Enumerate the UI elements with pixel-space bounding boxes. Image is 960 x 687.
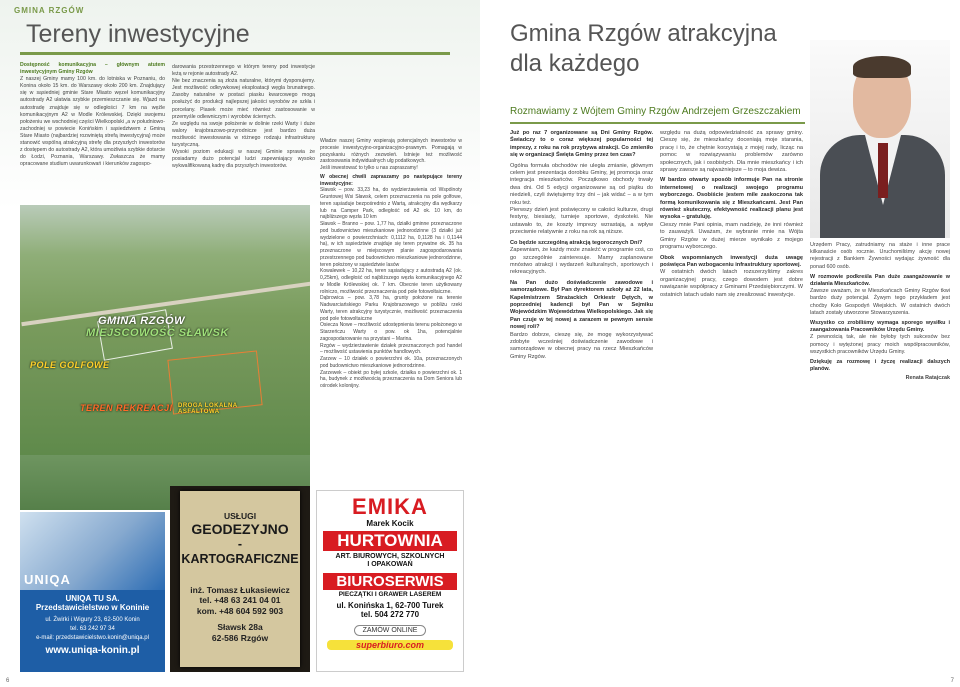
column-1-text: Z naszej Gminy mamy 100 km. do lotniska w Poznaniu, do Konina około 15 km. do Warszawy około 200 km. Znajdujący się w sąsiedniej gminie Stare Miasto węzeł komunikacyjny autostrady A2 ułatwia szybkie przemieszczanie się. Wjazd na autostradę znajduje się w odległości 7 km na węźle komunikacyjnym A2 w Modle Królewskiej. Dzięki swojemu położeniu we wschodniej części Wielkopolski „a w południowo-zachodniej w powiecie Konińskim i sąsiedztwem z Gminą Stare Miasto (najbardziej rozwiniętą strefą inwestycyjną) może stanowić wspólną atrakcyjną strefę dla przyszłych inwestorów z dostępem do autostrady A2, która umożliwia szybkie dotarcie do Łodzi, Poznania, Warszawy. Zwłaszcza że mamy opracowane studium uwarunkowań i kierunków zagospo- bbox=[20, 76, 165, 168]
answer-1: Ogólna formuła obchodów nie uległa zmianie, głównym celem jest prezentacja dorobku Gminy, jej promocja oraz integracja mieszkańców. Początkowo obchody trwały dwa dni. Od 5 edycji organizowane są od piątku do niedzieli, czyli świętujemy trzy dni – jak widać – a w tym roku też. bbox=[510, 162, 653, 206]
portrait-tie bbox=[878, 143, 888, 198]
column-3-p1: Władze naszej Gminy wspierają potencjalnych inwestorów w procesie inwestycyjno-organizacyjno-prawnym. Pomagają w pozyskaniu różnych zezwoleń. Istnieje też możliwość zastosowania indywidualnych ulg podatkowych. bbox=[320, 138, 462, 165]
uniqa-branch: Przedstawicielstwo w Koninie bbox=[35, 603, 150, 612]
plot-dabrowica: Dąbrowica – pow. 3,78 ha, grunty położone na terenie Nadwarciańskiego Parku Krajobrazowego w pobliżu rzeki Warty, teren atrakcyjny turystycznie, możliwość przeznaczenia pod pole fotowoltaiczne bbox=[320, 295, 462, 322]
question-4: W bardzo otwarty sposób informuje Pan na stronie internetowej o realizacji swojego programu wyborczego. Osobiście jestem mile zaskoczona tak formą komunikowania się z Mieszkańcami. Jest Pan również skuteczny, efektywność realizacji planu jest wysoka – gratuluję. bbox=[660, 177, 803, 221]
portrait-hair bbox=[853, 56, 911, 78]
photo-label-teren: TEREN REKREACJI bbox=[80, 403, 173, 413]
right-page bbox=[480, 0, 960, 687]
mayor-portrait bbox=[810, 40, 950, 238]
interview-subtitle: Rozmawiamy z Wójtem Gminy Rzgów Andrzejem Grzeszczakiem bbox=[510, 106, 801, 117]
title-rule bbox=[510, 122, 805, 124]
geodesy-mobile: kom. +48 604 592 903 bbox=[196, 605, 284, 616]
plot-zarzewek: Zarzewek – obiekt po byłej szkole, działka o powierzchni ok. 1 ha, budynek z możliwością przeznaczenia na Dom Seniora lub ośrodek kolonijny. bbox=[320, 369, 462, 389]
photo-label-gmina: GMINA RZGÓW bbox=[98, 315, 185, 327]
uniqa-company: UNIQA TU SA. bbox=[65, 594, 120, 603]
aerial-photo bbox=[20, 205, 310, 455]
emika-owner: Marek Kocik bbox=[366, 519, 414, 528]
photo-label-slawsk: MIEJSCOWOŚĆ SŁAWSK bbox=[86, 327, 229, 339]
page-number-right: 7 bbox=[950, 678, 954, 684]
question-7: Wszystko co zrobiliśmy wymaga sporego wysiłku i zaangażowania Pracowników Urzędu Gminy. bbox=[810, 320, 950, 334]
column-2-p4: Wysoki poziom edukacji w naszej Gminie sprawia że posiadamy dużo potencjał ludzi zapewniający wysoko wykwalifikowaną kadrę dla przyszłych inwestorów. bbox=[172, 149, 315, 170]
column-3-heading: W obecnej chwili zapraszamy po następujące tereny inwestycyjne: bbox=[320, 173, 462, 187]
geodesy-address-2: 62-586 Rzgów bbox=[211, 632, 269, 643]
plot-slawsk: Sławsk – pow. 33,23 ha, do wydzierżawienia od Wspólnoty Gruntowej Wsi Sławsk, celem przeznaczenia na pole golfowe, teren sąsiaduje bezpośrednio z Wartą, atrakcyjny dla wędkarzy lub na Camper Park, odległość od A2 ok. 10 km, do najbliższego węzła 10 km bbox=[320, 187, 462, 221]
uniqa-ad[interactable] bbox=[20, 512, 165, 672]
question-6: W rozmowie podkreśla Pan duże zaangażowanie w działania Mieszkańców. bbox=[810, 273, 950, 288]
gmina-logo-text: GMINA RZGÓW bbox=[14, 6, 85, 15]
answer-2: Zapewniam, że każdy może znaleźć w programie coś, co go szczególnie zainteresuje. Mamy zaplanowane mnóstwo atrakcji i wydarzeń kulturalnych, sportowych i rekreacyjnych. bbox=[510, 247, 653, 276]
column-1 bbox=[20, 62, 165, 168]
interview-column-3 bbox=[810, 242, 950, 383]
interview-column-2 bbox=[660, 130, 803, 299]
plot-rzgow: Rzgów – wydzierżawienie działek przeznaczonych pod handel – możliwość ustawienia punktów handlowych. bbox=[320, 342, 462, 356]
column-2 bbox=[172, 64, 315, 170]
plot-kowalewek: Kowalewek – 10,22 ha, teren sąsiadujący z autostradą A2 (ok. 0,25km), odległość od najbliższego węzła komunikacyjnego A2 w Modle Królewskiej ok. 7 km. Obecnie teren użytkowany rolniczo, możliwość przeznaczenia pod pole fotowoltaiczne. bbox=[320, 268, 462, 295]
question-1: Już po raz 7 organizowane są Dni Gminy Rzgów. Świadczy to o coraz większej popularności tej imprezy, z roku na rok przybywa atrakcji. Co zmieniło się w organizacji Święta Gminy przez ten czas? bbox=[510, 130, 653, 159]
column-1-heading: Dostępność komunikacyjna – głównym atutem inwestycyjnym Gminy Rzgów bbox=[20, 62, 165, 76]
emika-ad[interactable] bbox=[316, 490, 464, 672]
page-title: Tereny inwestycyjne bbox=[26, 20, 250, 48]
question-2: Co będzie szczególną atrakcją tegorocznych Dni? bbox=[510, 239, 643, 246]
answer-5: W ostatnich dwóch latach rozszerzyliśmy zakres organizacyjnej pracy, czego dowodem jest dobre nawiązanie współpracy z Gminami Przedsiębiorczymi. W ostatnich latach udało nam się zrealizować inwestycje. bbox=[660, 269, 803, 298]
question-5: Obok wspomnianych inwestycji duża uwagę poświęca Pan wzbogaceniu infrastruktury sportowej. bbox=[660, 254, 803, 268]
plot-osiecza-nowe: Osiecza Nowe – możliwość udostępnienia terenu położonego w Starzeńczu Warty o pow. ok 1ha, potencjalnie zagospodarowanie na przystani – Marina. bbox=[320, 322, 462, 342]
answer-4: Cieszy mnie Pani opinia, mam nadzieję, że inni również to zauważyli. Uważam, że wybranie mnie na Wójta Gminy Rzgów w dużej mierze wynikało z mojego programu wyborczego. bbox=[660, 221, 803, 251]
answer-7: Z pewnością tak, ale nie byłoby tych sukcesów bez pomocy i wytężonej pracy moich współpracowników, wszystkich pracowników Urzędu Gminy. bbox=[810, 334, 950, 355]
column-2-p3: Ze względu na swoje położenie w dolinie rzeki Warty i duże walory krajobrazowo-przyrodnicze jest bardzo duża możliwość inwestowania w różnego rodzaju infrastrukturę turystyczną. bbox=[172, 120, 315, 149]
emika-website[interactable]: superbiuro.com bbox=[327, 640, 453, 650]
closing-question: Dziękuję za rozmowę i życzę realizacji dalszych planów. bbox=[810, 359, 950, 373]
uniqa-website[interactable]: www.uniqa-konin.pl bbox=[45, 645, 140, 656]
answer-6: Zawsze uważam, że w Mieszkańcach Gminy Rzgów tkwi bardzo duży potencjał. Żywym tego przykładem jest choćby Koło Gospodyń Wiejskich. W ostatnich dwóch latach zostały utworzone Stowarzyszenia. bbox=[810, 288, 950, 316]
interview-title-line-1: Gmina Rzgów atrakcyjna bbox=[510, 20, 777, 47]
emika-address: ul. Konińska 1, 62-700 Turek bbox=[336, 601, 444, 610]
emika-wholesale: HURTOWNIA bbox=[323, 531, 457, 551]
answer-3: Bardzo dobrze, cieszę się, że mogę wykorzystywać zdobyte wcześniej doświadczenie zawodowe i samorządowe w obecnej pracy na rzecz Mieszkańców Gminy Rzgów. bbox=[510, 331, 653, 360]
uniqa-address: ul. Żwirki i Wigury 23, 62-500 Konin bbox=[45, 617, 140, 623]
plot-zarzew: Zarzew – 10 działek o powierzchni ok. 10a, przeznaczonych pod budownictwo mieszkaniowe jednorodzinne. bbox=[320, 356, 462, 369]
uniqa-logo: UNIQA bbox=[24, 572, 71, 587]
emika-line-2: I OPAKOWAŃ bbox=[367, 561, 413, 568]
page-number-left: 6 bbox=[6, 678, 10, 684]
uniqa-email: e-mail: przedstawicielstwo.konin@uniqa.pl bbox=[36, 635, 149, 641]
emika-biuroserwis: BIUROSERWIS bbox=[323, 573, 457, 590]
column-2-p1: względu na dużą odpowiedzialność za sprawy gminy. Cieszę się, że mieszkańcy doceniają moje starania, pracę i to, że chętnie korzystają z mojej rady, licząc na pomoc w rozwiązywaniu problemów zarówno społecznych, jak i osobistych. Dla mnie mieszkańcy i ich sprawy zawsze są najważniejsze – to moja dewiza. bbox=[660, 130, 803, 174]
column-2-p1: darowania przestrzennego w którym tereny pod inwestycje leżą w rejonie autostrady A2. bbox=[172, 64, 315, 78]
emika-phone: tel. 504 272 770 bbox=[360, 609, 420, 619]
interview-title-line-2: dla każdego bbox=[510, 50, 640, 77]
column-2-p2: Nie bez znaczenia są złoża naturalne, którymi dysponujemy. Jest możliwość odkrywkowej eksploatacji węgla brunatnego. Zasoby naturalne w postaci piasku kwarcowego mogą posłużyć do produkcji najlepszej jakości wyrobów ze szkła i porcelany. Piasek może mieć również zastosowanie w przemyśle odlewniczym i wyrobów ściernych. bbox=[172, 78, 315, 120]
geodesy-tel: tel. +48 63 241 04 01 bbox=[199, 595, 281, 605]
geodesy-ad[interactable] bbox=[170, 486, 310, 672]
geodesy-title-2: -KARTOGRAFICZNE bbox=[181, 536, 299, 566]
author-signature: Renata Ratajczak bbox=[905, 375, 950, 382]
order-online-button[interactable]: ZAMÓW ONLINE bbox=[354, 625, 427, 636]
geodesy-title-1: GEODEZYJNO bbox=[191, 520, 289, 537]
emika-logo: EMIKA bbox=[352, 494, 428, 519]
column-3-p2: Jeśli inwestować to tylko u nas zapraszamy! bbox=[320, 165, 418, 171]
geodesy-services: USŁUGI bbox=[223, 511, 257, 521]
geodesy-paper bbox=[180, 491, 300, 667]
interview-column-1 bbox=[510, 130, 653, 361]
answer-1b: Pierwszy dzień jest poświęcony w całości kulturze, drugi festyny, biesiady, turnieje sportowe, dyskoteki. Nie ustawało to, że koszty imprezy wzrastają, a wpływ przeciwnie relatywnie z roku na rok są niższe. bbox=[510, 207, 653, 236]
column-3 bbox=[320, 138, 462, 390]
question-3: Na Pan dużo doświadczenie zawodowe i samorządowe. Był Pan dyrektorem szkoły aż 22 lata, Kapelmistrzem Strażackich Orkiestr Dętych, w poprzedniej kadencji był Pan w Sejmiku Wojewódzkim Województwa Wielkopolskiego. Jak się Pan czuje w tej nowej a zarazem w pewnym sensie nowej roli? bbox=[510, 279, 653, 331]
geodesy-name: inż. Tomasz Łukasiewicz bbox=[190, 584, 290, 595]
title-rule bbox=[20, 52, 450, 55]
emika-line-3: PIECZĄTKI I GRAWER LASEREM bbox=[338, 590, 442, 598]
emika-line-1: ART. BIUROWYCH, SZKOLNYCH bbox=[335, 552, 445, 560]
photo-label-golf: POLE GOLFOWE bbox=[30, 360, 110, 370]
photo-label-droga: DROGA LOKALNA ASFALTOWA bbox=[178, 403, 238, 415]
geodesy-address-1: Sławsk 28a bbox=[217, 622, 263, 632]
column-3-p1: Urzędem Pracy, zatrudniamy na staże i inne prace kilkanaście osób rocznie. Uruchomiliśmy akcję nowej rejestracji z Bankiem Żywności wydając żywność dla ponad 600 osób. bbox=[810, 242, 950, 270]
plot-slawsk-branno: Sławsk – Branno – pow. 1,77 ha, działki gminne przeznaczone pod budownictwo mieszkaniowe jednorodzinne (3 działki już wydzielone o powierzchniach: 0,1112 ha, 0,1128 ha i 0,1144 ha), w ich sąsiedztwie znajduje się teren prywatne ok. 35 ha przeznaczone w miejscowym planie zagospodarowania przestrzennego pod budownictwo mieszkaniowe jednorodzinne, teren położony w sąsiedztwie lasów bbox=[320, 221, 462, 268]
uniqa-phone: tel. 63 242 97 34 bbox=[70, 626, 115, 632]
